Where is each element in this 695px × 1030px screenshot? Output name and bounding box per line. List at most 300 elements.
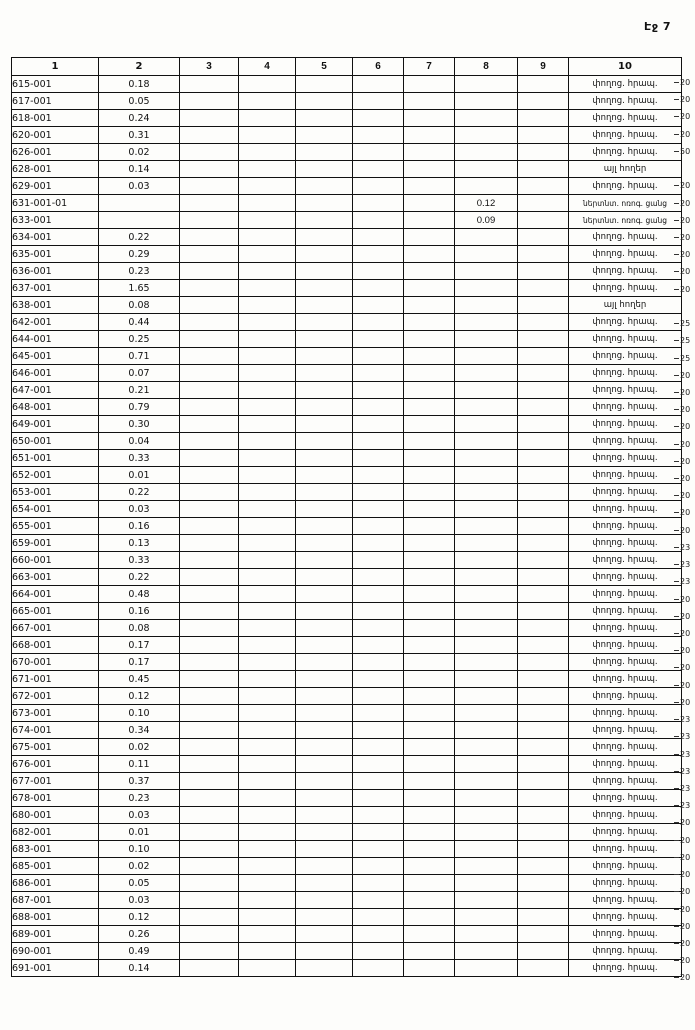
cell-col8 (455, 586, 518, 603)
margin-annotation-value: 20 (671, 591, 695, 608)
cell-note: փողոց. հրապ. (569, 263, 682, 280)
cell-col5 (296, 535, 353, 552)
cell-col6 (353, 127, 404, 144)
cell-col2: 0.24 (99, 110, 180, 127)
margin-annotation-value: 20 (671, 401, 695, 418)
cell-col8 (455, 297, 518, 314)
cell-col5 (296, 110, 353, 127)
cell-note: փողոց. հրապ. (569, 739, 682, 756)
table-row (12, 518, 682, 535)
cell-col7 (404, 229, 455, 246)
cell-col7 (404, 280, 455, 297)
cell-col6 (353, 195, 404, 212)
margin-dash-icon (674, 237, 679, 238)
cell-col8 (455, 620, 518, 637)
cell-col8 (455, 807, 518, 824)
margin-annotation-value: 20 (671, 470, 695, 487)
cell-col6 (353, 552, 404, 569)
cell-col4 (239, 858, 296, 875)
table-row (12, 773, 682, 790)
cell-col5 (296, 484, 353, 501)
cell-note: փողոց. հրապ. (569, 450, 682, 467)
margin-dash-icon (674, 754, 679, 755)
cell-col3 (180, 705, 239, 722)
cell-col7 (404, 450, 455, 467)
cell-col9 (518, 926, 569, 943)
cell-note: փողոց. հրապ. (569, 960, 682, 977)
cell-code: 626-001 (12, 144, 99, 161)
cell-col6 (353, 331, 404, 348)
cell-col4 (239, 586, 296, 603)
margin-dash-icon (674, 633, 679, 634)
cell-col2: 0.10 (99, 705, 180, 722)
cell-col7 (404, 212, 455, 229)
cell-col2: 0.16 (99, 518, 180, 535)
cell-code: 644-001 (12, 331, 99, 348)
cell-col2: 0.23 (99, 263, 180, 280)
cell-col5 (296, 195, 353, 212)
cell-col2: 0.17 (99, 637, 180, 654)
cell-col8 (455, 314, 518, 331)
cell-col8 (455, 76, 518, 93)
cell-col2: 0.14 (99, 960, 180, 977)
cell-note: փողոց. հրապ. (569, 382, 682, 399)
cell-col3 (180, 824, 239, 841)
cell-col3 (180, 501, 239, 518)
margin-dash-icon (674, 564, 679, 565)
cell-note: փողոց. հրապ. (569, 586, 682, 603)
cell-col2: 0.30 (99, 416, 180, 433)
margin-annotation-value: 23 (671, 711, 695, 728)
table-row (12, 892, 682, 909)
cell-col2: 0.12 (99, 688, 180, 705)
cell-col8 (455, 773, 518, 790)
table-row (12, 586, 682, 603)
cell-col5 (296, 671, 353, 688)
cell-col9 (518, 705, 569, 722)
cell-note: այլ հողեր (569, 297, 682, 314)
margin-dash-icon (674, 340, 679, 341)
cell-col2: 0.03 (99, 807, 180, 824)
cell-note: փողոց. հրապ. (569, 671, 682, 688)
table-row (12, 331, 682, 348)
cell-col6 (353, 76, 404, 93)
cell-col2: 0.29 (99, 246, 180, 263)
cell-col7 (404, 637, 455, 654)
cell-note: փողոց. հրապ. (569, 892, 682, 909)
cell-col5 (296, 161, 353, 178)
margin-annotation-value: 23 (671, 763, 695, 780)
cell-col3 (180, 467, 239, 484)
cell-code: 665-001 (12, 603, 99, 620)
cell-note: փողոց. հրապ. (569, 246, 682, 263)
margin-dash-icon (674, 857, 679, 858)
cell-note: փողոց. հրապ. (569, 722, 682, 739)
table-row (12, 76, 682, 93)
cell-col7 (404, 348, 455, 365)
cell-col2 (99, 212, 180, 229)
margin-annotation-value: 23 (671, 539, 695, 556)
cell-col5 (296, 807, 353, 824)
table-row (12, 688, 682, 705)
cell-col2: 0.33 (99, 552, 180, 569)
margin-dash-icon (674, 151, 679, 152)
table-row (12, 246, 682, 263)
cell-col9 (518, 654, 569, 671)
cell-col6 (353, 110, 404, 127)
cell-col3 (180, 535, 239, 552)
margin-dash-icon (674, 977, 679, 978)
cell-code: 678-001 (12, 790, 99, 807)
table-row (12, 909, 682, 926)
margin-dash-icon (674, 530, 679, 531)
cell-col9 (518, 314, 569, 331)
cell-code: 677-001 (12, 773, 99, 790)
cell-col8 (455, 960, 518, 977)
cell-col6 (353, 671, 404, 688)
cell-col7 (404, 263, 455, 280)
cell-col4 (239, 807, 296, 824)
margin-dash-icon (674, 392, 679, 393)
cell-col8 (455, 331, 518, 348)
cell-col5 (296, 739, 353, 756)
table-row (12, 195, 682, 212)
cell-col6 (353, 501, 404, 518)
margin-annotation-value: 23 (671, 728, 695, 745)
table-row (12, 501, 682, 518)
cell-col6 (353, 654, 404, 671)
cell-col4 (239, 127, 296, 144)
cell-code: 691-001 (12, 960, 99, 977)
cell-col7 (404, 535, 455, 552)
cell-col4 (239, 212, 296, 229)
cell-col8 (455, 688, 518, 705)
cell-col4 (239, 705, 296, 722)
table-row (12, 110, 682, 127)
cell-col6 (353, 960, 404, 977)
cell-col3 (180, 93, 239, 110)
cell-col6 (353, 518, 404, 535)
table-row (12, 926, 682, 943)
cell-col8 (455, 144, 518, 161)
cell-col8: 0.09 (455, 212, 518, 229)
cell-code: 664-001 (12, 586, 99, 603)
cell-col9 (518, 246, 569, 263)
cell-col2: 0.10 (99, 841, 180, 858)
margin-annotation-value: 20 (671, 487, 695, 504)
table-row (12, 875, 682, 892)
cell-code: 676-001 (12, 756, 99, 773)
cell-note: փողոց. հրապ. (569, 943, 682, 960)
cell-col7 (404, 654, 455, 671)
cell-col2: 0.26 (99, 926, 180, 943)
cell-col2: 0.12 (99, 909, 180, 926)
cell-note: փողոց. հրապ. (569, 348, 682, 365)
cell-code: 618-001 (12, 110, 99, 127)
margin-annotation-value: 23 (671, 573, 695, 590)
cell-code: 648-001 (12, 399, 99, 416)
cell-col3 (180, 892, 239, 909)
column-header-3: 3 (180, 58, 239, 76)
cell-col5 (296, 926, 353, 943)
cell-col2: 0.05 (99, 93, 180, 110)
cell-col9 (518, 858, 569, 875)
cell-col7 (404, 484, 455, 501)
cell-note: այլ հողեր (569, 161, 682, 178)
cell-col6 (353, 280, 404, 297)
cell-col6 (353, 416, 404, 433)
cell-col4 (239, 722, 296, 739)
cell-col8 (455, 399, 518, 416)
cell-code: 682-001 (12, 824, 99, 841)
cell-col4 (239, 603, 296, 620)
cell-col7 (404, 688, 455, 705)
cell-col5 (296, 586, 353, 603)
table-row (12, 178, 682, 195)
page-number-label: Էջ 7 (644, 20, 671, 33)
cell-col4 (239, 892, 296, 909)
cell-col6 (353, 212, 404, 229)
cell-col5 (296, 518, 353, 535)
cell-col5 (296, 943, 353, 960)
cell-col7 (404, 773, 455, 790)
cell-code: 636-001 (12, 263, 99, 280)
cell-code: 688-001 (12, 909, 99, 926)
cell-code: 638-001 (12, 297, 99, 314)
cell-col7 (404, 399, 455, 416)
cell-code: 650-001 (12, 433, 99, 450)
cell-col9 (518, 909, 569, 926)
cell-col4 (239, 229, 296, 246)
cell-col6 (353, 858, 404, 875)
cell-col3 (180, 280, 239, 297)
cell-col2: 0.02 (99, 144, 180, 161)
cell-col7 (404, 926, 455, 943)
cell-note: փողոց. հրապ. (569, 416, 682, 433)
cell-note: փողոց. հրապ. (569, 705, 682, 722)
margin-annotation-value: 20 (671, 935, 695, 952)
cell-col3 (180, 875, 239, 892)
cell-code: 652-001 (12, 467, 99, 484)
cell-col7 (404, 552, 455, 569)
margin-dash-icon (674, 409, 679, 410)
cell-col4 (239, 739, 296, 756)
cell-col4 (239, 790, 296, 807)
margin-annotation-value: 20 (671, 814, 695, 831)
cell-col9 (518, 195, 569, 212)
margin-dash-icon (674, 702, 679, 703)
table-row (12, 127, 682, 144)
cell-col4 (239, 331, 296, 348)
cell-col2: 1.65 (99, 280, 180, 297)
margin-dash-icon (674, 616, 679, 617)
cell-col8 (455, 433, 518, 450)
cell-col3 (180, 688, 239, 705)
cell-col5 (296, 705, 353, 722)
cell-col2: 0.16 (99, 603, 180, 620)
cell-col8 (455, 382, 518, 399)
cell-col7 (404, 620, 455, 637)
table-row (12, 637, 682, 654)
margin-dash-icon (674, 943, 679, 944)
cell-col3 (180, 212, 239, 229)
table-row (12, 161, 682, 178)
cell-col8 (455, 229, 518, 246)
margin-dash-icon (674, 254, 679, 255)
column-header-9: 9 (518, 58, 569, 76)
cell-col5 (296, 348, 353, 365)
cell-col6 (353, 943, 404, 960)
cell-col4 (239, 518, 296, 535)
cell-code: 674-001 (12, 722, 99, 739)
cell-note: փողոց. հրապ. (569, 620, 682, 637)
table-row (12, 807, 682, 824)
cell-code: 686-001 (12, 875, 99, 892)
cell-col9 (518, 280, 569, 297)
cell-col3 (180, 739, 239, 756)
cell-col2: 0.48 (99, 586, 180, 603)
cell-code: 634-001 (12, 229, 99, 246)
cell-col6 (353, 773, 404, 790)
margin-annotation-value: 20 (671, 504, 695, 521)
table-row (12, 467, 682, 484)
cell-col2: 0.03 (99, 892, 180, 909)
cell-col6 (353, 229, 404, 246)
cell-col2: 0.22 (99, 484, 180, 501)
margin-dash-icon (674, 840, 679, 841)
cell-col7 (404, 824, 455, 841)
margin-dash-icon (674, 185, 679, 186)
cell-col5 (296, 756, 353, 773)
cell-code: 629-001 (12, 178, 99, 195)
cell-col5 (296, 654, 353, 671)
cell-note: փողոց. հրապ. (569, 178, 682, 195)
cell-code: 615-001 (12, 76, 99, 93)
cell-col9 (518, 110, 569, 127)
margin-annotation-value: 20 (671, 384, 695, 401)
cell-col8 (455, 93, 518, 110)
cell-code: 637-001 (12, 280, 99, 297)
cell-code: 687-001 (12, 892, 99, 909)
cell-col9 (518, 620, 569, 637)
cell-col5 (296, 229, 353, 246)
cell-col4 (239, 535, 296, 552)
cell-col5 (296, 620, 353, 637)
cell-col9 (518, 127, 569, 144)
cell-col4 (239, 365, 296, 382)
table-row (12, 824, 682, 841)
cell-col8 (455, 280, 518, 297)
cell-col4 (239, 348, 296, 365)
cell-col7 (404, 246, 455, 263)
cell-note: փողոց. հրապ. (569, 399, 682, 416)
cell-col2: 0.08 (99, 297, 180, 314)
cell-col5 (296, 127, 353, 144)
cell-col9 (518, 688, 569, 705)
cell-col9 (518, 382, 569, 399)
cell-col2: 0.14 (99, 161, 180, 178)
cell-col8 (455, 841, 518, 858)
cell-code: 683-001 (12, 841, 99, 858)
cell-code: 642-001 (12, 314, 99, 331)
table-row (12, 943, 682, 960)
cell-col7 (404, 960, 455, 977)
cell-col3 (180, 416, 239, 433)
cell-col8 (455, 161, 518, 178)
cell-col9 (518, 76, 569, 93)
cell-col3 (180, 382, 239, 399)
table-row (12, 790, 682, 807)
cell-col3 (180, 841, 239, 858)
cell-col8 (455, 654, 518, 671)
cell-col2 (99, 195, 180, 212)
cell-col9 (518, 807, 569, 824)
cell-code: 655-001 (12, 518, 99, 535)
margin-annotation-value: 20 (671, 126, 695, 143)
table-row (12, 603, 682, 620)
table-header-row (12, 58, 682, 76)
cell-col4 (239, 110, 296, 127)
margin-annotation-value: 20 (671, 659, 695, 676)
cell-code: 663-001 (12, 569, 99, 586)
cell-col5 (296, 416, 353, 433)
margin-dash-icon (674, 82, 679, 83)
cell-col4 (239, 824, 296, 841)
cell-col8 (455, 943, 518, 960)
cell-note: փողոց. հրապ. (569, 858, 682, 875)
cell-code: 690-001 (12, 943, 99, 960)
cell-col3 (180, 858, 239, 875)
cell-col8 (455, 671, 518, 688)
margin-annotations (671, 74, 695, 987)
table-row (12, 450, 682, 467)
cell-col9 (518, 535, 569, 552)
cell-code: 671-001 (12, 671, 99, 688)
cell-col5 (296, 331, 353, 348)
cell-col3 (180, 314, 239, 331)
cell-col4 (239, 399, 296, 416)
cell-col7 (404, 790, 455, 807)
cell-col4 (239, 552, 296, 569)
cell-col2: 0.45 (99, 671, 180, 688)
margin-annotation-value: 20 (671, 263, 695, 280)
cell-note: փողոց. հրապ. (569, 433, 682, 450)
cell-col7 (404, 892, 455, 909)
cell-note: փողոց. հրապ. (569, 331, 682, 348)
cell-col8 (455, 467, 518, 484)
margin-annotation-value: 20 (671, 177, 695, 194)
cell-note: փողոց. հրապ. (569, 756, 682, 773)
cell-col5 (296, 76, 353, 93)
cell-note: փողոց. հրապ. (569, 110, 682, 127)
table-row (12, 960, 682, 977)
cell-col8 (455, 535, 518, 552)
cell-col6 (353, 824, 404, 841)
cell-col9 (518, 399, 569, 416)
cell-col6 (353, 161, 404, 178)
column-header-6: 6 (353, 58, 404, 76)
cell-col6 (353, 399, 404, 416)
table-row (12, 620, 682, 637)
cell-col7 (404, 739, 455, 756)
margin-annotation-value: 20 (671, 418, 695, 435)
cell-note: փողոց. հրապ. (569, 93, 682, 110)
cell-col3 (180, 144, 239, 161)
cell-note: փողոց. հրապ. (569, 365, 682, 382)
cell-code: 689-001 (12, 926, 99, 943)
cell-col3 (180, 161, 239, 178)
cell-col4 (239, 637, 296, 654)
